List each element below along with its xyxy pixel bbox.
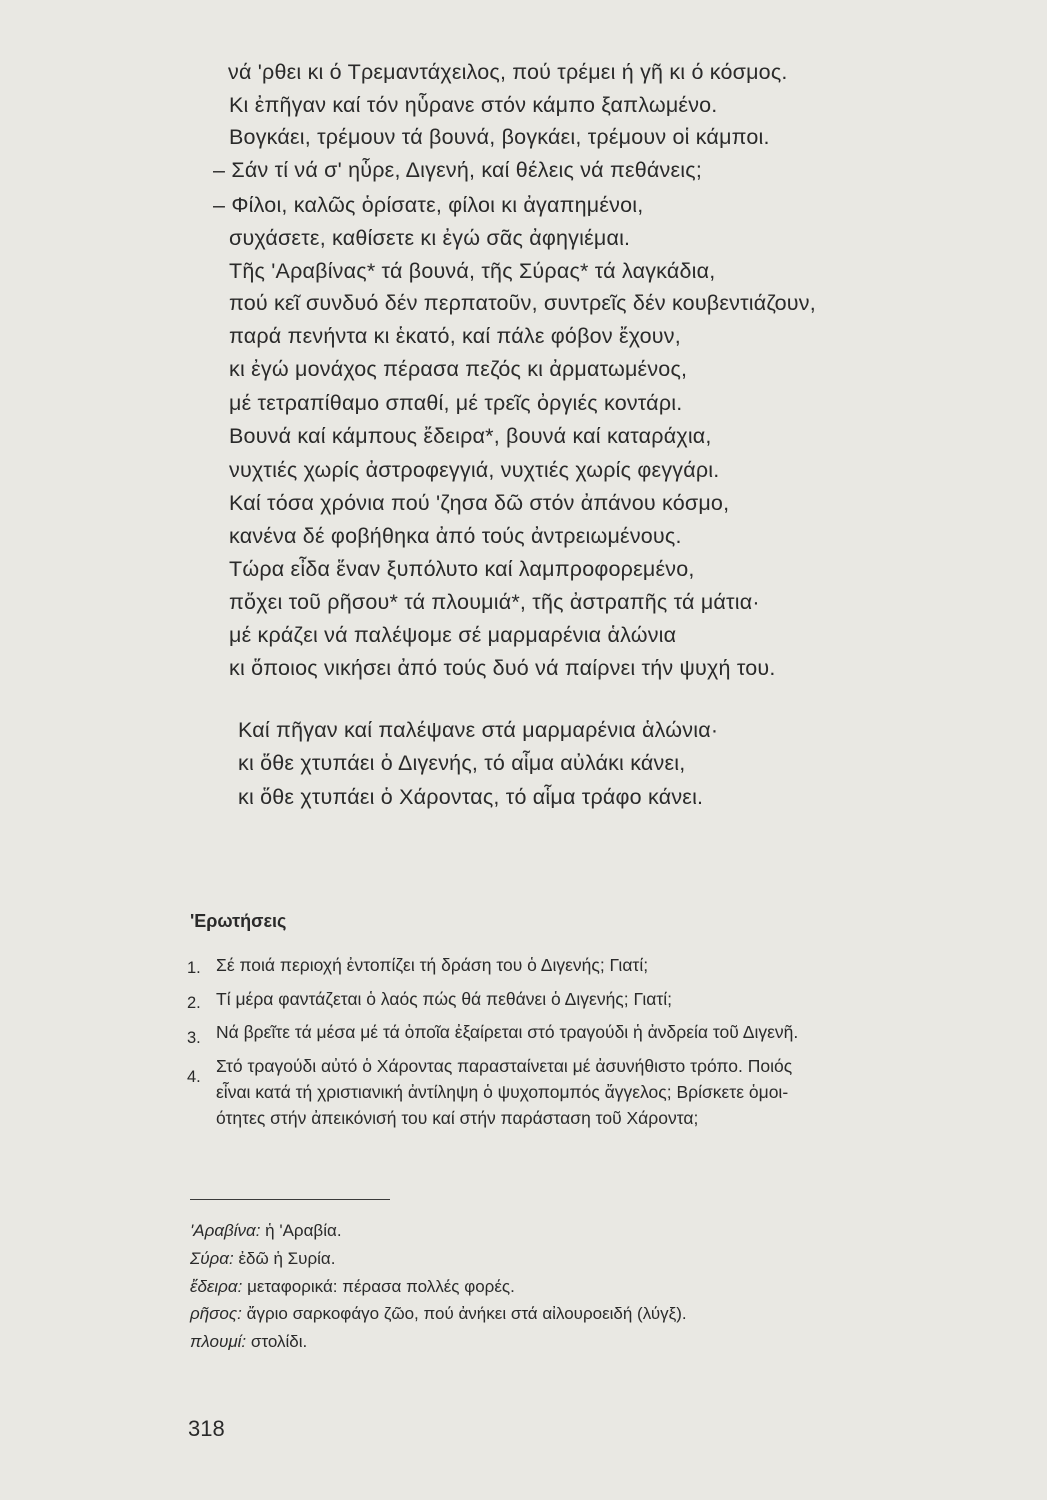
poem-line: νά 'ρθει κι ό Τρεμαντάχειλος, πού τρέμει ή γῆ κι ό κόσμος.	[228, 60, 788, 84]
footnote-definition: ἄγριο σαρκοφάγο ζῶο, πού ἀνήκει στά αἰλουροειδή (λύγξ).	[246, 1304, 687, 1323]
page-number: 318	[188, 1416, 225, 1441]
question-number: 4.	[187, 1068, 201, 1086]
poem-line: συχάσετε, καθίσετε κι ἐγώ σᾶς ἀφηγιέμαι.	[229, 226, 631, 250]
poem-line: Καί τόσα χρόνια πού 'ζησα δῶ στόν ἀπάνου κόσμο,	[229, 491, 730, 515]
footnote-term: 'Αραβίνα:	[190, 1221, 261, 1240]
poem-line: Κι ἐπῆγαν καί τόν ηὗρανε στόν κάμπο ξαπλωμένο.	[229, 93, 718, 117]
poem-line: Βογκάει, τρέμουν τά βουνά, βογκάει, τρέμουν οἱ κάμποι.	[229, 125, 770, 149]
footnote	[190, 1249, 335, 1269]
footnote-term: ἔδειρα:	[190, 1277, 243, 1296]
question-text: Σέ ποιά περιοχή ἐντοπίζει τή δράση του ὁ Διγενής; Γιατί;	[216, 955, 649, 975]
poem-line: Βουνά καί κάμπους ἔδειρα*, βουνά καί καταράχια,	[229, 424, 712, 448]
footnote-definition: ἐδῶ ἡ Συρία.	[238, 1249, 336, 1268]
poem-line: κι ὅθε χτυπάει ὁ Χάροντας, τό αἷμα τράφο κάνει.	[238, 785, 704, 809]
footnote-term: Σύρα:	[190, 1249, 234, 1268]
poem-line: μέ τετραπίθαμο σπαθί, μέ τρεῖς ὀργιές κοντάρι.	[229, 391, 683, 415]
question-number: 2.	[187, 994, 201, 1012]
question-text: Τί μέρα φαντάζεται ὁ λαός πώς θά πεθάνει ὁ Διγενής; Γιατί;	[216, 989, 673, 1009]
footnote	[190, 1304, 687, 1324]
poem-line: Τώρα εἶδα ἕναν ξυπόλυτο καί λαμπροφορεμένο,	[229, 557, 695, 581]
poem-line: κι ὅποιος νικήσει ἀπό τούς δυό νά παίρνει τήν ψυχή του.	[229, 656, 776, 680]
poem-line: κανένα δέ φοβήθηκα ἀπό τούς ἀντρειωμένους.	[229, 524, 682, 548]
poem-line: – Φίλοι, καλῶς ὁρίσατε, φίλοι κι ἀγαπημένοι,	[213, 193, 644, 217]
poem-line: κι ἐγώ μονάχος πέρασα πεζός κι ἀρματωμένος,	[229, 357, 688, 381]
footnote-divider	[190, 1199, 390, 1200]
footnote	[190, 1332, 307, 1352]
footnote-definition: στολίδι.	[250, 1332, 308, 1351]
footnote-term: ρῆσος:	[190, 1304, 242, 1323]
footnote-definition: ἡ 'Αραβία.	[265, 1221, 342, 1240]
footnote-definition: μεταφορικά: πέρασα πολλές φορές.	[247, 1277, 515, 1296]
poem-line: νυχτιές χωρίς ἀστροφεγγιά, νυχτιές χωρίς φεγγάρι.	[229, 458, 720, 482]
question-text: Νά βρεῖτε τά μέσα μέ τά ὁποῖα ἐξαίρεται στό τραγούδι ἡ ἀνδρεία τοῦ Διγενῆ.	[216, 1022, 799, 1042]
question-text: ότητες στήν ἀπεικόνισή του καί στήν παράσταση τοῦ Χάροντα;	[216, 1108, 699, 1128]
footnote-term: πλουμί:	[190, 1332, 247, 1351]
footnote	[190, 1221, 342, 1241]
poem-line: πὄχει τοῦ ρῆσου* τά πλουμιά*, τῆς ἀστραπῆς τά μάτια·	[229, 590, 760, 614]
poem-line: πού κεῖ συνδυό δέν περπατοῦν, συντρεῖς δέν κουβεντιάζουν,	[229, 291, 816, 315]
questions-heading: 'Ερωτήσεις	[190, 911, 287, 931]
question-number: 1.	[187, 959, 201, 977]
poem-line: Καί πῆγαν καί παλέψανε στά μαρμαρένια ἁλώνια·	[238, 718, 719, 742]
poem-line: Τῆς 'Αραβίνας* τά βουνά, τῆς Σύρας* τά λαγκάδια,	[229, 259, 716, 283]
poem-line: παρά πενήντα κι ἑκατό, καί πάλε φόβον ἔχουν,	[229, 324, 681, 348]
poem-line: κι ὅθε χτυπάει ὁ Διγενής, τό αἷμα αὐλάκι κάνει,	[238, 751, 686, 775]
question-text: Στό τραγούδι αὐτό ὁ Χάροντας παρασταίνεται μέ ἀσυνήθιστο τρόπο. Ποιός	[216, 1056, 793, 1076]
question-number: 3.	[187, 1029, 201, 1047]
question-text: εἶναι κατά τή χριστιανική ἀντίληψη ὁ ψυχοπομπός ἄγγελος; Βρίσκετε ὁμοι-	[216, 1082, 789, 1102]
poem-line: μέ κράζει νά παλέψομε σέ μαρμαρένια ἁλώνια	[229, 623, 677, 647]
footnote	[190, 1277, 515, 1297]
poem-line: – Σάν τί νά σ' ηὗρε, Διγενή, καί θέλεις νά πεθάνεις;	[213, 158, 702, 182]
